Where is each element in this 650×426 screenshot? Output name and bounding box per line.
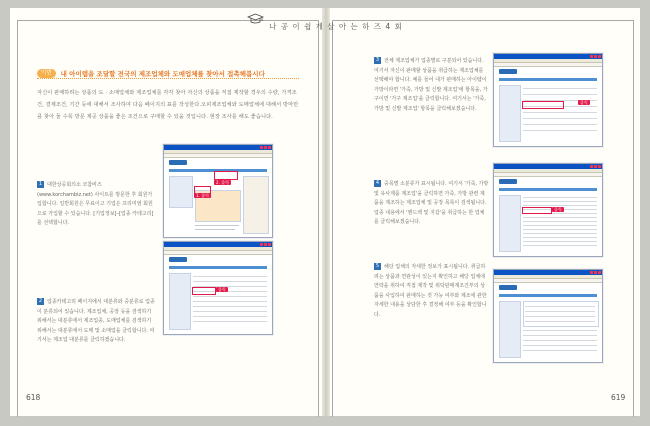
left-menu [499, 195, 521, 252]
step-number: 1 [38, 181, 43, 187]
highlight-box [522, 207, 552, 214]
right-panel [243, 176, 269, 234]
site-logo [169, 257, 187, 262]
step-1 [37, 181, 155, 229]
browser-address-bar [164, 251, 272, 255]
screenshot-company-search [493, 163, 603, 257]
step-4 [374, 180, 489, 228]
callout-label: 1. 클릭 [196, 193, 209, 198]
site-logo [169, 160, 187, 165]
screenshot-category-page [163, 241, 273, 335]
step-number: 3 [375, 57, 380, 63]
left-page-number: 618 [26, 393, 41, 402]
step-text: 업종카테고리 페이지에서 대분류와 중분류로 업종이 분류되어 있습니다. 제조업체, 공장 등을 검색하기 위해서는 대분류에서 제조업종, 도매업체를 검색하기 위해서는 대분류에서 도매 및 소매업을 클릭합니다. 여기서는 제조업 대분류를 클릭하겠습니다. [37, 299, 155, 343]
site-logo [499, 179, 517, 184]
site-logo [499, 69, 517, 74]
callout-label: 클릭 [218, 287, 226, 292]
running-header [0, 14, 650, 33]
right-page-number: 619 [611, 393, 626, 402]
step-5 [374, 263, 489, 320]
step-text: 대한상공회의소 코참비즈(www.korchambiz.net) 사이트를 방문한 후 회원가입합니다. 일반회원은 무료이고 기업은 프리미엄 회원으로 가입할 수 있습니다. [기업정보]–[업종 카테고리]를 선택합니다. [37, 182, 154, 226]
step-number: 5 [375, 263, 380, 269]
site-nav [499, 294, 597, 297]
site-logo [499, 285, 517, 290]
step-2 [37, 298, 155, 346]
detail-table [523, 301, 599, 327]
step-3 [374, 57, 489, 114]
browser-address-bar [494, 279, 602, 283]
highlight-box [192, 287, 216, 295]
book-spine [322, 8, 330, 416]
site-nav [499, 188, 597, 191]
browser-address-bar [164, 154, 272, 158]
graduation-cap-icon [247, 13, 264, 25]
step-text: 전체 제조업체가 업종별로 구분되어 있습니다. 여기서 자신이 판매할 상품을 취급하는 제조업체를 선택해야 합니다. 예를 들어 내가 판매하는 아이템이 가방이라면 '가죽, 가방 및 신발 제조업'에 항목을, 가구이면 '가구 제조업'을 클릭합니다. 여기서는 '가죽, 가방 및 신발 제조업' 항목을 클릭해보겠습니다. [374, 58, 488, 112]
left-menu [169, 176, 193, 208]
screenshot-manufacturer-list [493, 53, 603, 147]
browser-address-bar [494, 63, 602, 67]
callout-label: 클릭 [580, 100, 588, 105]
site-nav [499, 78, 597, 81]
browser-address-bar [494, 173, 602, 177]
left-menu [499, 85, 521, 142]
highlight-box [214, 171, 238, 180]
tip-banner [37, 69, 299, 79]
step-text: 중목별 소분류가 표시됩니다. 여기서 '가죽, 가방 및 유사제품 제조업'을 클릭하면 가죽, 가방 관련 제품을 제조하는 제조업체 및 공장 목록이 검색됩니다. 업종 내용에서 '핸드백 및 지갑'을 취급하는 한 업체를 클릭해보겠습니다. [374, 181, 489, 225]
site-nav [169, 266, 267, 269]
intro-paragraph: 자신이 판매하려는 상품의 도 · 소매업체와 제조업체를 각각 찾아 자신의 상품을 직접 제작할 경우의 수량, 가격조건, 결제조건, 기간 등에 대해서 조사하여 다음 페이지의 표를 작성한다.오피제조업체와 도매업체에 대해서 방마만큼 찾아 둘 수록 방문 제공 상품을 좋은 조건으로 구매할 수 있을 것입니다. 현장 조사를 해도 좋습니다. [37, 90, 299, 120]
step-number: 4 [375, 180, 380, 186]
left-menu [169, 273, 191, 330]
header-title: 나 공 이 쉽 게 살 아 는 하 즈 4 회 [269, 22, 403, 31]
highlight-box [522, 101, 564, 109]
step-number: 2 [38, 298, 43, 304]
step-text: 해당 업체의 자세한 정보가 표시됩니다. 취급하려는 상품과 연관성이 있는지 확인하고 해당 업체에 연락을 취하여 직접 제작 및 위탁판매계조건부의 상품을 사입하여 판매하는 것 가능 여부와 제조에 관한 자세한 내용을 상담한 후 결정해 여부 등을 확인합니다. [374, 264, 487, 318]
content-line [195, 225, 239, 226]
left-menu [499, 301, 521, 358]
screenshot-company-detail [493, 269, 603, 363]
content-line [195, 229, 235, 230]
screenshot-korchambiz-home [163, 144, 273, 238]
tip-title: 내 아이템을 조달할 전국의 제조업체와 도매업체를 찾아서 접촉해봅시다 [60, 70, 265, 78]
tip-badge: 이번 [37, 69, 56, 78]
callout-label: 클릭 [554, 207, 562, 212]
callout-label: 2. 클릭 [216, 180, 229, 185]
